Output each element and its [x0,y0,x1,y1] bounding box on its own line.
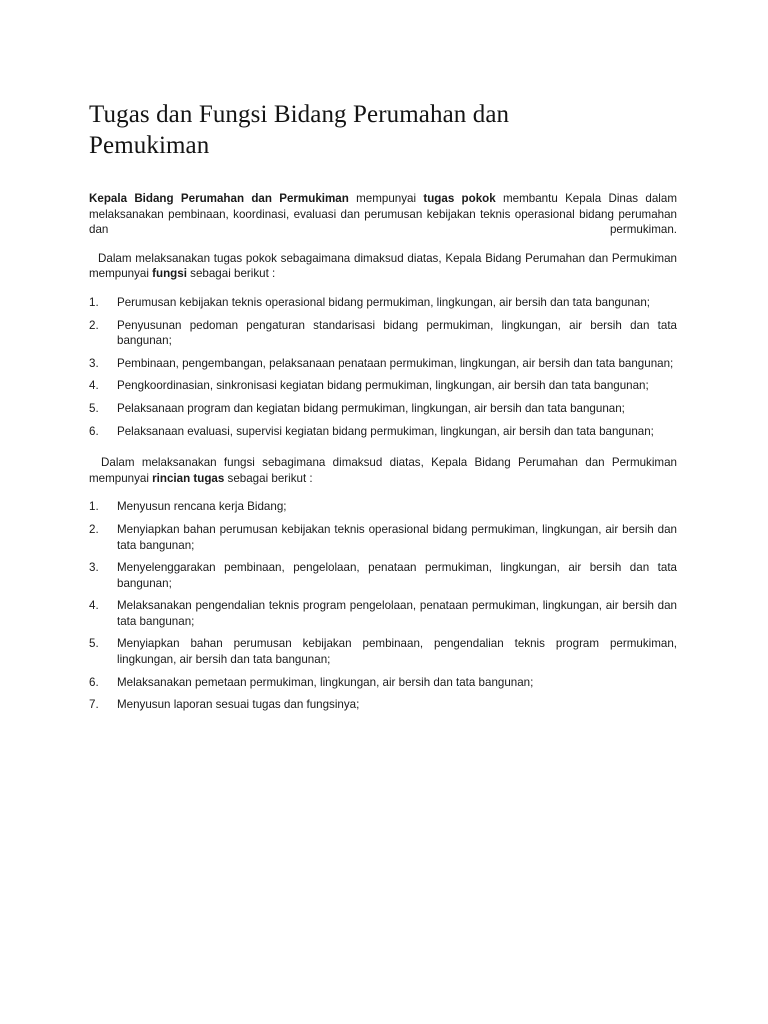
list-item [89,401,677,417]
list-item [89,560,677,591]
list-item-number: 2. [89,318,99,332]
list-item-text: Pembinaan, pengembangan, pelaksanaan penataan permukiman, lingkungan, air bersih dan tata bangunan; [117,356,674,370]
list-item [89,522,677,553]
list-item-text: Menyiapkan bahan perumusan kebijakan pembinaan, pengendalian teknis program permukiman, lingkungan, air bersih dan tata bangunan; [117,637,677,667]
intro-fungsi-paragraph [89,251,677,282]
list-item-number: 1. [89,500,99,514]
list-item-number: 5. [89,637,99,651]
list-item-text: Melaksanakan pengendalian teknis program pengelolaan, penataan permukiman, lingkungan, air bersih dan tata bangunan; [117,599,677,628]
list-item [89,636,677,667]
list-item-text: Perumusan kebijakan teknis operasional bidang permukiman, lingkungan, air bersih dan tata bangunan; [117,295,651,309]
document-body [89,191,677,713]
list-item-number: 6. [89,675,99,689]
list-item-text: Melaksanakan pemetaan permukiman, lingkungan, air bersih dan tata bangunan; [117,675,534,689]
list-item-number: 2. [89,522,99,536]
list-item-text: Menyelenggarakan pembinaan, pengelolaan, penataan permukiman, lingkungan, air bersih dan tata bangunan; [117,561,677,590]
list-item [89,356,677,372]
list-item-number: 5. [89,401,99,415]
list-item [89,378,677,394]
list-item [89,318,677,349]
list-item-number: 1. [89,295,99,309]
list-item [89,499,677,515]
lead-bold-subject: Kepala Bidang Perumahan dan Permukiman [89,192,349,205]
lead-text-1: mempunyai [348,192,424,205]
list-item-text: Menyiapkan bahan perumusan kebijakan teknis operasional bidang permukiman, lingkungan, air bersih dan tata bangunan; [117,522,677,552]
list-item [89,598,677,629]
lead-paragraph [89,191,677,238]
list-item-text: Menyusun rencana kerja Bidang; [117,500,287,514]
list-item-number: 3. [89,356,99,370]
list-item-text: Menyusun laporan sesuai tugas dan fungsinya; [117,698,360,712]
list-item-text: Penyusunan pedoman pengaturan standarisasi bidang permukiman, lingkungan, air bersih dan tata bangunan; [117,318,677,348]
intro-rincian-text-2: sebagai berikut : [224,471,313,485]
fungsi-list [89,295,677,439]
intro-fungsi-text-1: Dalam melaksanakan tugas pokok sebagaimana dimaksud diatas, Kepala Bidang Perumahan dan Permukiman mempunyai [89,251,677,281]
intro-rincian-bold: rincian tugas [152,471,225,485]
list-item [89,675,677,691]
list-item-number: 4. [89,379,99,393]
intro-rincian-text-1: Dalam melaksanakan fungsi sebagimana dimaksud diatas, Kepala Bidang Perumahan dan Permukiman mempunyai [89,456,677,485]
list-item-text: Pelaksanaan evaluasi, supervisi kegiatan bidang permukiman, lingkungan, air bersih dan tata bangunan; [117,424,654,438]
intro-rincian-paragraph [89,455,677,486]
page-title: Tugas dan Fungsi Bidang Perumahan dan Pemukiman [89,100,510,159]
list-item-number: 7. [89,698,99,712]
intro-fungsi-bold: fungsi [152,267,187,281]
list-item [89,697,677,713]
lead-text-2: membantu Kepala Dinas dalam melaksanakan pembinaan, koordinasi, evaluasi dan perumusan kebijakan teknis operasional bidang perumahan dan permukiman. [89,192,677,237]
list-item [89,424,677,440]
intro-fungsi-text-2: sebagai berikut : [186,267,276,281]
list-item [89,295,677,311]
rincian-tugas-list [89,499,677,713]
list-item-text: Pelaksanaan program dan kegiatan bidang permukiman, lingkungan, air bersih dan tata bangunan; [117,401,625,415]
lead-bold-tugas-pokok: tugas pokok [423,192,496,205]
list-item-number: 6. [89,424,99,438]
list-item-text: Pengkoordinasian, sinkronisasi kegiatan bidang permukiman, lingkungan, air bersih dan tata bangunan; [117,379,649,393]
list-item-number: 3. [89,561,99,575]
section-spacer [89,439,677,455]
list-item-number: 4. [89,599,99,613]
